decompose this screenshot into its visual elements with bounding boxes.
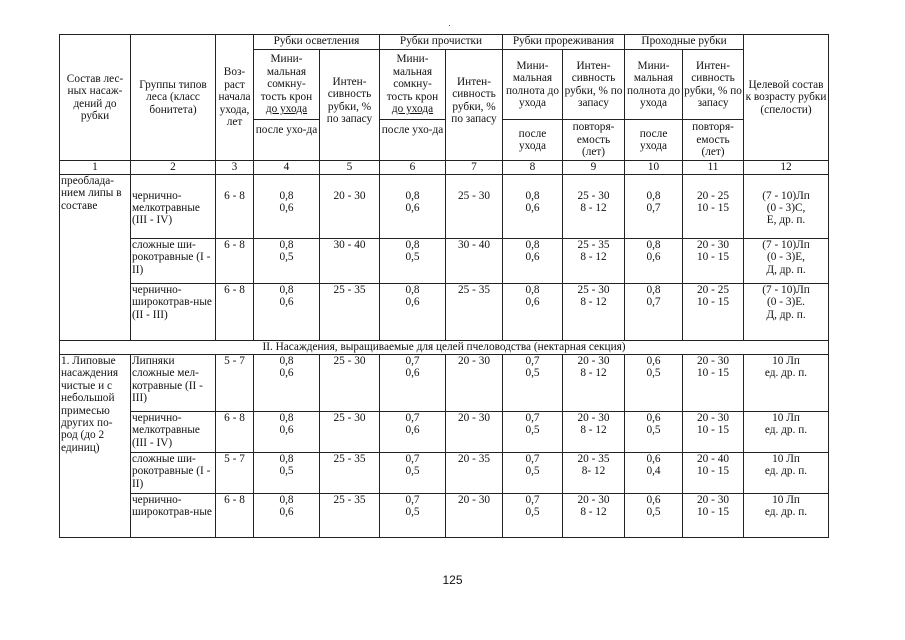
- table-row: [60, 239, 829, 284]
- value-cell-c4: 0,8 0,6: [254, 412, 320, 453]
- before-care-text: до ухода: [391, 103, 434, 116]
- table-row: [60, 453, 829, 494]
- header-repeat-prohod: повторя-емость (лет): [683, 120, 744, 161]
- value-cell-c7: 20 - 30: [446, 355, 503, 412]
- column-numbers-row: [60, 161, 829, 175]
- column-number: 6: [380, 161, 446, 175]
- value-cell-c6: 0,7 0,6: [380, 355, 446, 412]
- value-cell-c6: 0,7 0,5: [380, 453, 446, 494]
- value-cell-c9: 20 - 30 8 - 12: [563, 412, 625, 453]
- value-cell-c4: 0,8 0,6: [254, 284, 320, 341]
- value-cell-c10: 0,8 0,7: [625, 190, 683, 239]
- composition-cell: 1. Липовые насаждения чистые и с небольшой примесью других по-род (до 2 единиц): [60, 355, 131, 538]
- header-after-care-prorezh: после ухода: [503, 120, 563, 161]
- value-cell-c7: 20 - 30: [446, 412, 503, 453]
- table-row: [60, 494, 829, 538]
- forest-group-cell: Липняки сложные мел-котравные (II - III): [131, 355, 216, 412]
- value-cell-c6: 0,7 0,6: [380, 412, 446, 453]
- value-cell: [320, 175, 380, 190]
- header-after-care-prochist: после ухо-да: [380, 120, 446, 161]
- value-cell-c8: 0,8 0,6: [503, 284, 563, 341]
- by-stock-text: по запасу: [326, 113, 373, 126]
- value-cell-c11: 20 - 25 10 - 15: [683, 284, 744, 341]
- value-cell-c9: 20 - 30 8 - 12: [563, 494, 625, 538]
- value-cell-c8: 0,7 0,5: [503, 494, 563, 538]
- value-cell-c8: 0,7 0,5: [503, 453, 563, 494]
- value-cell-c10: 0,8 0,6: [625, 239, 683, 284]
- value-cell-c7: 30 - 40: [446, 239, 503, 284]
- value-cell-c10: 0,8 0,7: [625, 284, 683, 341]
- column-number: 12: [744, 161, 829, 175]
- value-cell-c12: 10 Лп ед. др. п.: [744, 494, 829, 538]
- age-cell: [216, 175, 254, 190]
- scan-speck: [449, 25, 450, 26]
- value-cell-c12: (7 - 10)Лп (0 - 3)Е. Д, др. п.: [744, 284, 829, 341]
- value-cell-c7: 25 - 30: [446, 190, 503, 239]
- value-cell-c10: 0,6 0,5: [625, 494, 683, 538]
- header-repeat-prorezh: повторя-емость (лет): [563, 120, 625, 161]
- header-min-fullness-prorezh: Мини-мальная полнота до ухода: [503, 50, 563, 120]
- header-group-prochistki: Рубки прочистки: [380, 35, 503, 50]
- value-cell-c9: 20 - 30 8 - 12: [563, 355, 625, 412]
- forest-group-cell: сложные ши-рокотравные (I - II): [131, 453, 216, 494]
- value-cell-c8: 0,8 0,6: [503, 239, 563, 284]
- intensity-text: Интен-сивность рубки, %: [452, 76, 496, 113]
- header-min-density-osvet: [254, 50, 320, 120]
- age-cell: 6 - 8: [216, 494, 254, 538]
- value-cell-c4: 0,8 0,5: [254, 453, 320, 494]
- header-intensity-prohod: Интен-сивность рубки, % по запасу: [683, 50, 744, 120]
- header-after-care-prohod: после ухода: [625, 120, 683, 161]
- section-title: II. Насаждения, выращиваемые для целей пчеловодства (нектарная секция): [60, 341, 829, 355]
- value-cell-c7: 25 - 35: [446, 284, 503, 341]
- value-cell-c12: 10 Лп ед. др. п.: [744, 412, 829, 453]
- table-row: [60, 412, 829, 453]
- value-cell: [683, 175, 744, 190]
- value-cell-c7: 20 - 35: [446, 453, 503, 494]
- age-cell: 6 - 8: [216, 412, 254, 453]
- header-group-osvetleniya: Рубки осветления: [254, 35, 380, 50]
- column-number: 2: [131, 161, 216, 175]
- header-composition: Состав лес-ных насаж-дений до рубки: [60, 35, 131, 161]
- value-cell-c4: 0,8 0,5: [254, 239, 320, 284]
- value-cell-c4: 0,8 0,6: [254, 355, 320, 412]
- group-cell: [131, 175, 216, 190]
- value-cell-c5: 25 - 35: [320, 284, 380, 341]
- column-number: 7: [446, 161, 503, 175]
- header-intensity-osvet: [320, 50, 380, 161]
- forest-group-cell: чернично-широкотрав-ные: [131, 494, 216, 538]
- age-cell: 6 - 8: [216, 190, 254, 239]
- column-number: 8: [503, 161, 563, 175]
- header-forest-groups: Группы типов леса (класс бонитета): [131, 35, 216, 161]
- forest-care-table: [59, 34, 829, 538]
- value-cell-c11: 20 - 25 10 - 15: [683, 190, 744, 239]
- table-body: [60, 35, 829, 538]
- header-min-fullness-prohod: Мини-мальная полнота до ухода: [625, 50, 683, 120]
- value-cell-c12: 10 Лп ед. др. п.: [744, 453, 829, 494]
- intensity-text: Интен-сивность рубки, %: [327, 76, 372, 113]
- forest-group-cell: чернично-широкотрав-ные (II - III): [131, 284, 216, 341]
- age-cell: 5 - 7: [216, 355, 254, 412]
- value-cell-c4: 0,8 0,6: [254, 494, 320, 538]
- value-cell-c6: 0,8 0,5: [380, 239, 446, 284]
- age-cell: 6 - 8: [216, 284, 254, 341]
- column-number: 5: [320, 161, 380, 175]
- age-cell: 5 - 7: [216, 453, 254, 494]
- min-density-text: Мини-мальная сомкну-тость крон: [260, 53, 313, 103]
- forest-group-cell: чернично-мелкотравные (III - IV): [131, 190, 216, 239]
- value-cell-c5: 30 - 40: [320, 239, 380, 284]
- value-cell-c9: 25 - 30 8 - 12: [563, 190, 625, 239]
- value-cell: [446, 175, 503, 190]
- value-cell-c10: 0,6 0,4: [625, 453, 683, 494]
- page-number: 125: [442, 573, 463, 587]
- value-cell-c4: 0,8 0,6: [254, 190, 320, 239]
- table-row: [60, 175, 829, 190]
- value-cell: [380, 175, 446, 190]
- value-cell-c7: 20 - 30: [446, 494, 503, 538]
- value-cell-c6: 0,8 0,6: [380, 284, 446, 341]
- value-cell-c9: 25 - 30 8 - 12: [563, 284, 625, 341]
- value-cell-c10: 0,6 0,5: [625, 355, 683, 412]
- by-stock-text: по запасу: [451, 113, 497, 126]
- value-cell-c12: (7 - 10)Лп (0 - 3)С, Е, др. п.: [744, 190, 829, 239]
- column-number: 9: [563, 161, 625, 175]
- composition-cell: преоблада-нием липы в составе: [60, 175, 131, 341]
- value-cell-c8: 0,7 0,5: [503, 412, 563, 453]
- value-cell-c5: 25 - 30: [320, 355, 380, 412]
- value-cell-c8: 0,8 0,6: [503, 190, 563, 239]
- column-number: 4: [254, 161, 320, 175]
- header-intensity-prorezh: Интен-сивность рубки, % по запасу: [563, 50, 625, 120]
- forest-group-cell: сложные ши-рокотравные (I - II): [131, 239, 216, 284]
- min-density-text: Мини-мальная сомкну-тость крон: [386, 53, 439, 103]
- value-cell-c9: 25 - 35 8 - 12: [563, 239, 625, 284]
- table-row: [60, 355, 829, 412]
- value-cell: [744, 175, 829, 190]
- header-intensity-prochist: [446, 50, 503, 161]
- value-cell-c11: 20 - 30 10 - 15: [683, 239, 744, 284]
- value-cell-c12: (7 - 10)Лп (0 - 3)Е, Д, др. п.: [744, 239, 829, 284]
- before-care-text: до ухода: [265, 103, 308, 116]
- table-row: [60, 284, 829, 341]
- value-cell-c5: 25 - 30: [320, 412, 380, 453]
- value-cell-c10: 0,6 0,5: [625, 412, 683, 453]
- table-row: [60, 190, 829, 239]
- forest-group-cell: чернично-мелкотравные (III - IV): [131, 412, 216, 453]
- value-cell-c11: 20 - 40 10 - 15: [683, 453, 744, 494]
- value-cell-c12: 10 Лп ед. др. п.: [744, 355, 829, 412]
- column-number: 3: [216, 161, 254, 175]
- section-title-row: [60, 341, 829, 355]
- value-cell-c11: 20 - 30 10 - 15: [683, 494, 744, 538]
- value-cell: [503, 175, 563, 190]
- column-number: 11: [683, 161, 744, 175]
- value-cell-c5: 25 - 35: [320, 453, 380, 494]
- age-cell: 6 - 8: [216, 239, 254, 284]
- value-cell-c6: 0,8 0,6: [380, 190, 446, 239]
- value-cell-c5: 20 - 30: [320, 190, 380, 239]
- value-cell-c8: 0,7 0,5: [503, 355, 563, 412]
- value-cell: [625, 175, 683, 190]
- value-cell-c5: 25 - 35: [320, 494, 380, 538]
- value-cell-c9: 20 - 35 8- 12: [563, 453, 625, 494]
- header-start-age: Воз-раст начала ухода, лет: [216, 35, 254, 161]
- column-number: 1: [60, 161, 131, 175]
- column-number: 10: [625, 161, 683, 175]
- value-cell: [563, 175, 625, 190]
- header-min-density-prochist: [380, 50, 446, 120]
- header-group-prohodnye: Проходные рубки: [625, 35, 744, 50]
- value-cell-c11: 20 - 30 10 - 15: [683, 355, 744, 412]
- header-group-prorezhivaniya: Рубки прореживания: [503, 35, 625, 50]
- header-after-care-osvet: после ухо-да: [254, 120, 320, 161]
- value-cell: [254, 175, 320, 190]
- value-cell-c11: 20 - 30 10 - 15: [683, 412, 744, 453]
- header-target-composition: Целевой состав к возрасту рубки (спелости): [744, 35, 829, 161]
- value-cell-c6: 0,7 0,5: [380, 494, 446, 538]
